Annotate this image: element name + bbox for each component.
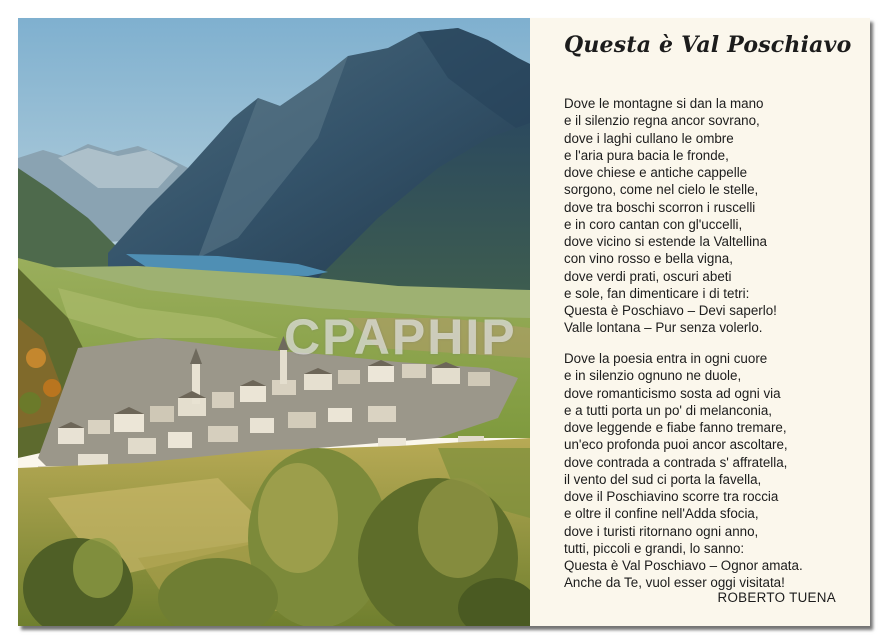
poem-line: un'eco profonda puoi ancor ascoltare, xyxy=(564,437,788,453)
poem-line: Valle lontana – Pur senza volerlo. xyxy=(564,320,763,336)
poem-line: Dove la poesia entra in ogni cuore xyxy=(564,351,768,366)
poem-line: dove contrada a contrada s' affratella, xyxy=(564,454,788,470)
poem-line: dove vicino si estende la Valtellina xyxy=(564,234,767,249)
poem-line: Dove le montagne si dan la mano xyxy=(564,96,764,111)
poem-line: dove romanticismo sosta ad ogni via xyxy=(564,385,781,401)
watermark: CPAPHIP xyxy=(284,309,517,365)
poem-line: dove chiese e antiche cappelle xyxy=(564,165,748,180)
poem-line: dove i turisti ritornano ogni anno, xyxy=(564,523,759,539)
poem-line: Questa è Poschiavo – Devi saperlo! xyxy=(564,303,777,318)
poem-line: il vento del sud ci porta la favella, xyxy=(564,471,762,487)
poem-line: e l'aria pura bacia le fronde, xyxy=(564,147,729,163)
poem-line: con vino rosso e bella vigna, xyxy=(564,251,733,267)
poem-line: sorgono, come nel cielo le stelle, xyxy=(564,182,759,198)
poem-line: e sole, fan dimenticare i di tetri: xyxy=(564,285,750,301)
poem-author: ROBERTO TUENA xyxy=(717,590,836,605)
poem-line: e in silenzio ognuno ne duole, xyxy=(564,368,742,384)
poem-line: dove verdi prati, oscuri abeti xyxy=(564,268,732,284)
stanza-1 xyxy=(564,95,777,337)
poem-title: Questa è Val Poschiavo xyxy=(564,32,852,58)
poem-line: e a tutti porta un po' di melanconia, xyxy=(564,402,773,418)
poem-line: Anche da Te, vuol esser oggi visitata! xyxy=(564,575,785,591)
poem-line: e in coro cantan con gl'uccelli, xyxy=(564,216,743,232)
poem-line: e il silenzio regna ancor sovrano, xyxy=(564,113,760,129)
poem-line: dove tra boschi scorron i ruscelli xyxy=(564,199,756,215)
poem-line: e oltre il confine nell'Adda sfocia, xyxy=(564,506,759,522)
stanza-2 xyxy=(564,350,803,592)
poem-panel xyxy=(530,18,870,626)
poem-line: dove i laghi cullano le ombre xyxy=(564,130,734,146)
poem-line: tutti, piccoli e grandi, lo sanno: xyxy=(564,540,745,556)
poem-line: Questa è Val Poschiavo – Ognor amata. xyxy=(564,558,803,573)
poem-line: dove leggende e fiabe fanno tremare, xyxy=(564,420,787,435)
poem-line: dove il Poschiavino scorre tra roccia xyxy=(564,489,779,504)
postcard xyxy=(18,18,870,626)
